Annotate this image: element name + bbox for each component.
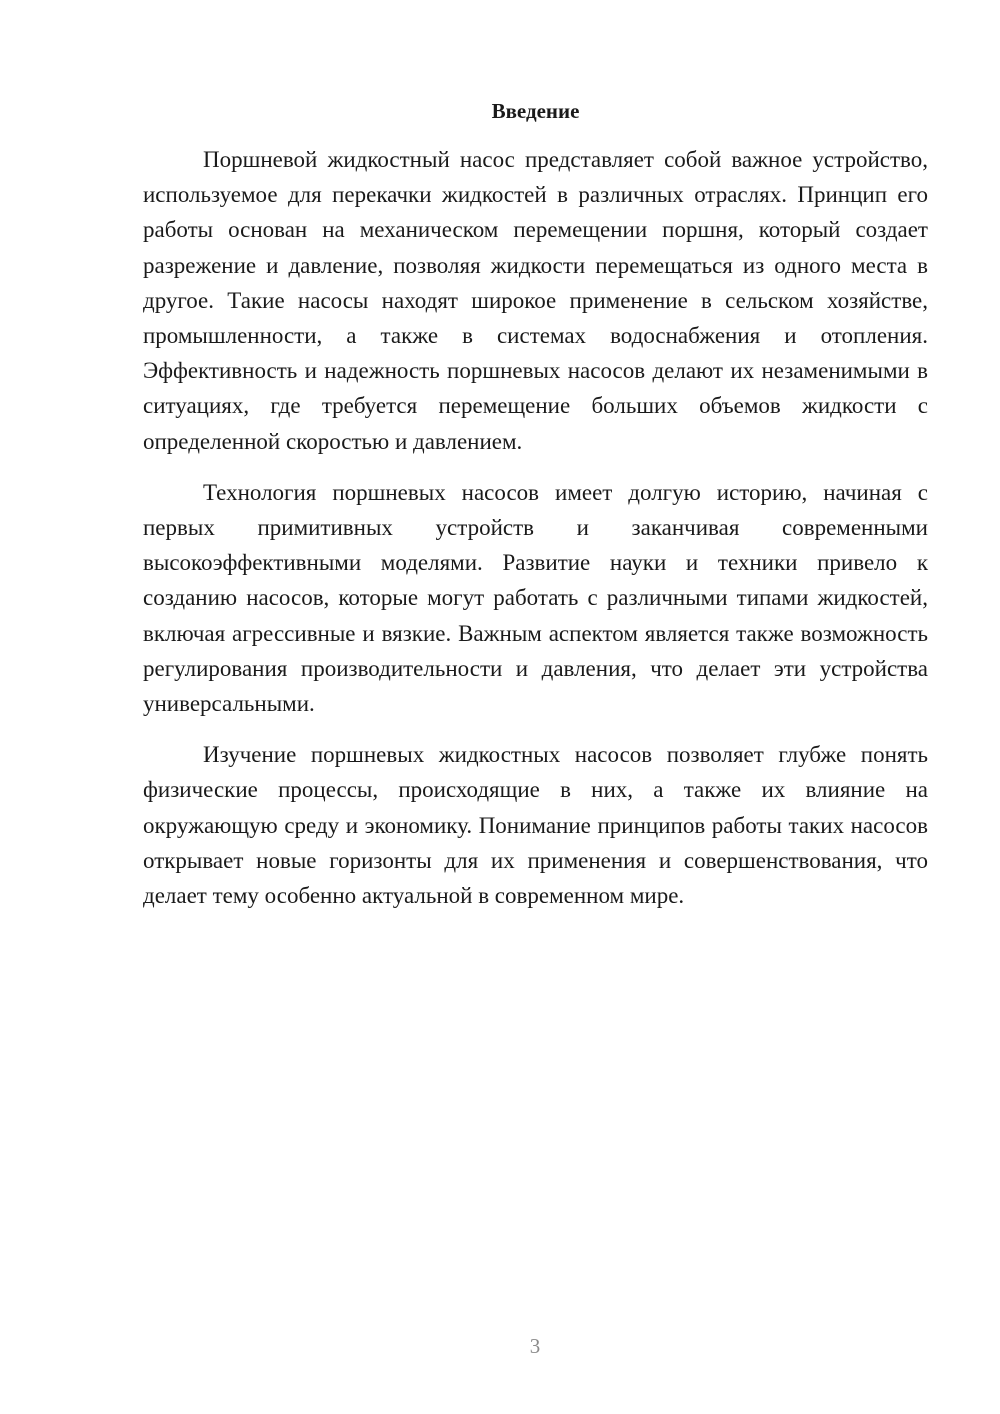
page-number: 3 (529, 1334, 541, 1358)
paragraph-3: Изучение поршневых жидкостных насосов позволяет глубже понять физические процессы, происходящие в них, а также их влияние на окружающую среду и экономику. Понимание принципов работы таких насосов открывает новые горизонты для их применения и совершенствования, что делает тему особенно актуальной в современном мире. (143, 742, 928, 909)
paragraph-1: Поршневой жидкостный насос представляет собой важное устройство, используемое для перекачки жидкостей в различных отраслях. Принцип его работы основан на механическом перемещении поршня, который создает разрежение и давление, позволяя жидкости перемещаться из одного места в другое. Такие насосы находят широкое применение в сельском хозяйстве, промышленности, а также в системах водоснабжения и отопления. Эффективность и надежность поршневых насосов делают их незаменимыми в ситуациях, где требуется перемещение больших объемов жидкости с определенной скоростью и давлением. (143, 147, 928, 454)
body-text (143, 142, 928, 929)
section-title: Введение (491, 99, 580, 123)
paragraph-2: Технология поршневых насосов имеет долгую историю, начиная с первых примитивных устройств и заканчивая современными высокоэффективными моделями. Развитие науки и техники привело к созданию насосов, которые могут работать с различными типами жидкостей, включая агрессивные и вязкие. Важным аспектом является также возможность регулирования производительности и давления, что делает эти устройства универсальными. (143, 479, 928, 717)
